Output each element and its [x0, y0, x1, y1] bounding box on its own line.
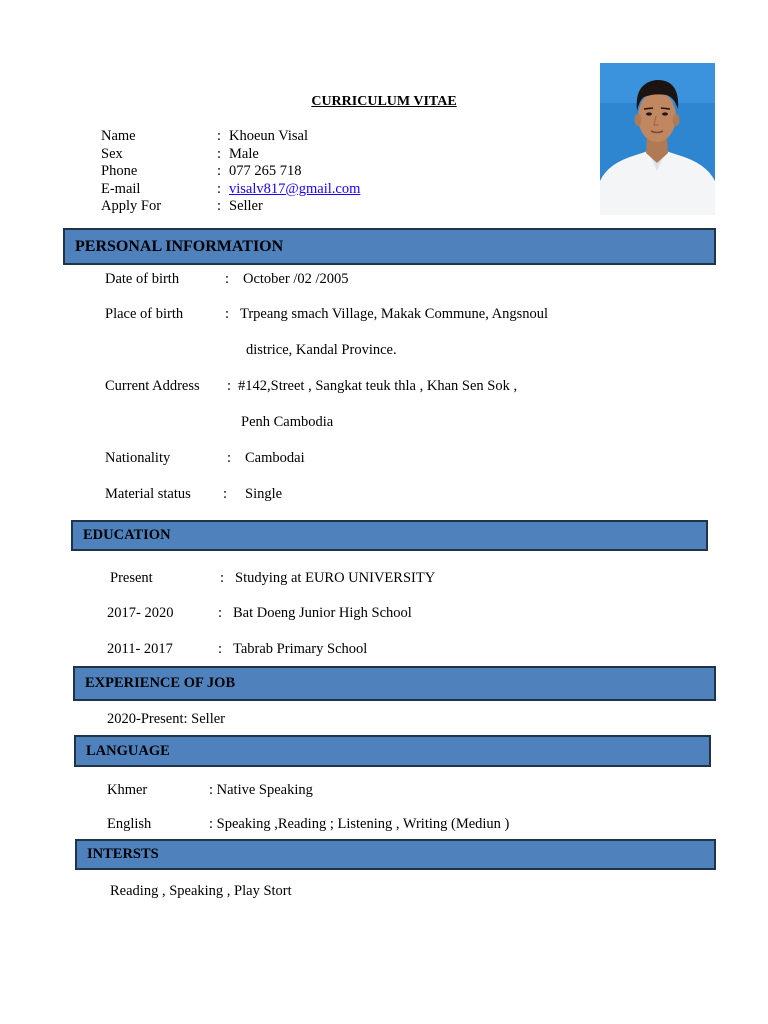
apply-value: Seller	[229, 198, 263, 214]
apply-label: Apply For	[101, 198, 162, 214]
address-label: Current Address	[105, 378, 200, 394]
sex-colon: :	[217, 145, 222, 162]
name-colon: :	[217, 128, 222, 144]
apply-colon: :	[217, 198, 222, 214]
dob-value: October /02 /2005	[243, 271, 349, 287]
section-bar-personal	[63, 228, 716, 265]
education-school-3: Tabrab Primary School	[233, 641, 368, 657]
education-school-2: Bat Doeng Junior High School	[233, 605, 412, 621]
phone-value: 077 265 718	[229, 163, 302, 179]
name-value: Khoeun Visal	[229, 128, 309, 144]
education-period-2: 2017- 2020	[107, 605, 174, 621]
contact-block	[0, 128, 600, 218]
experience-item: 2020-Present: Seller	[107, 711, 225, 727]
pob-colon: :	[225, 306, 230, 322]
language-level-1: : Native Speaking	[209, 782, 313, 798]
pob-label: Place of birth	[105, 306, 184, 322]
personal-heading: PERSONAL INFORMATION	[75, 237, 284, 255]
marital-value: Single	[245, 486, 283, 502]
email-row	[0, 181, 600, 199]
education-school-1: Studying at EURO UNIVERSITY	[235, 570, 436, 586]
section-bar-education	[71, 520, 708, 551]
sex-value: Male	[229, 145, 259, 162]
profile-photo	[600, 63, 715, 215]
section-bar-language	[74, 735, 711, 767]
address-value-line1: #142,Street , Sangkat teuk thla , Khan Sen Sok ,	[238, 378, 518, 394]
phone-label: Phone	[101, 163, 138, 179]
nationality-label: Nationality	[105, 450, 171, 466]
address-colon: :	[227, 378, 232, 394]
address-value-line2: Penh Cambodia	[241, 414, 334, 430]
person-portrait-icon	[600, 63, 715, 215]
name-row	[0, 128, 600, 146]
marital-colon: :	[223, 486, 228, 502]
dob-label: Date of birth	[105, 271, 180, 287]
phone-row	[0, 163, 600, 181]
section-bar-interests	[75, 839, 716, 870]
education-period-1: Present	[110, 570, 153, 586]
education-period-3: 2011- 2017	[107, 641, 173, 657]
nationality-colon: :	[227, 450, 232, 466]
email-label: E-mail	[101, 180, 141, 197]
sex-label: Sex	[101, 145, 123, 162]
education-colon-2: :	[218, 605, 223, 621]
sex-row	[0, 146, 600, 164]
cv-title: CURRICULUM VITAE	[311, 94, 457, 109]
pob-value-line2: districe, Kandal Province.	[246, 342, 397, 358]
language-level-2: : Speaking ,Reading ; Listening , Writing (Mediun )	[209, 816, 510, 832]
email-colon: :	[217, 180, 222, 197]
nationality-value: Cambodai	[245, 450, 305, 466]
name-label: Name	[101, 128, 136, 144]
education-colon-1: :	[220, 570, 225, 586]
language-heading: LANGUAGE	[86, 742, 170, 759]
education-colon-3: :	[218, 641, 223, 657]
section-bar-experience	[73, 666, 716, 701]
apply-row	[0, 198, 600, 216]
pob-value-line1: Trpeang smach Village, Makak Commune, Angsnoul	[240, 306, 549, 322]
marital-label: Material status	[105, 486, 191, 502]
phone-colon: :	[217, 163, 222, 179]
experience-heading: EXPERIENCE OF JOB	[85, 675, 236, 691]
dob-colon: :	[225, 271, 230, 287]
education-heading: EDUCATION	[83, 527, 171, 543]
interests-heading: INTERSTS	[87, 846, 159, 862]
language-name-1: Khmer	[107, 782, 148, 798]
email-link[interactable]: visalv817@gmail.com	[229, 180, 361, 197]
interests-item: Reading , Speaking , Play Stort	[110, 883, 292, 899]
language-name-2: English	[107, 816, 152, 832]
